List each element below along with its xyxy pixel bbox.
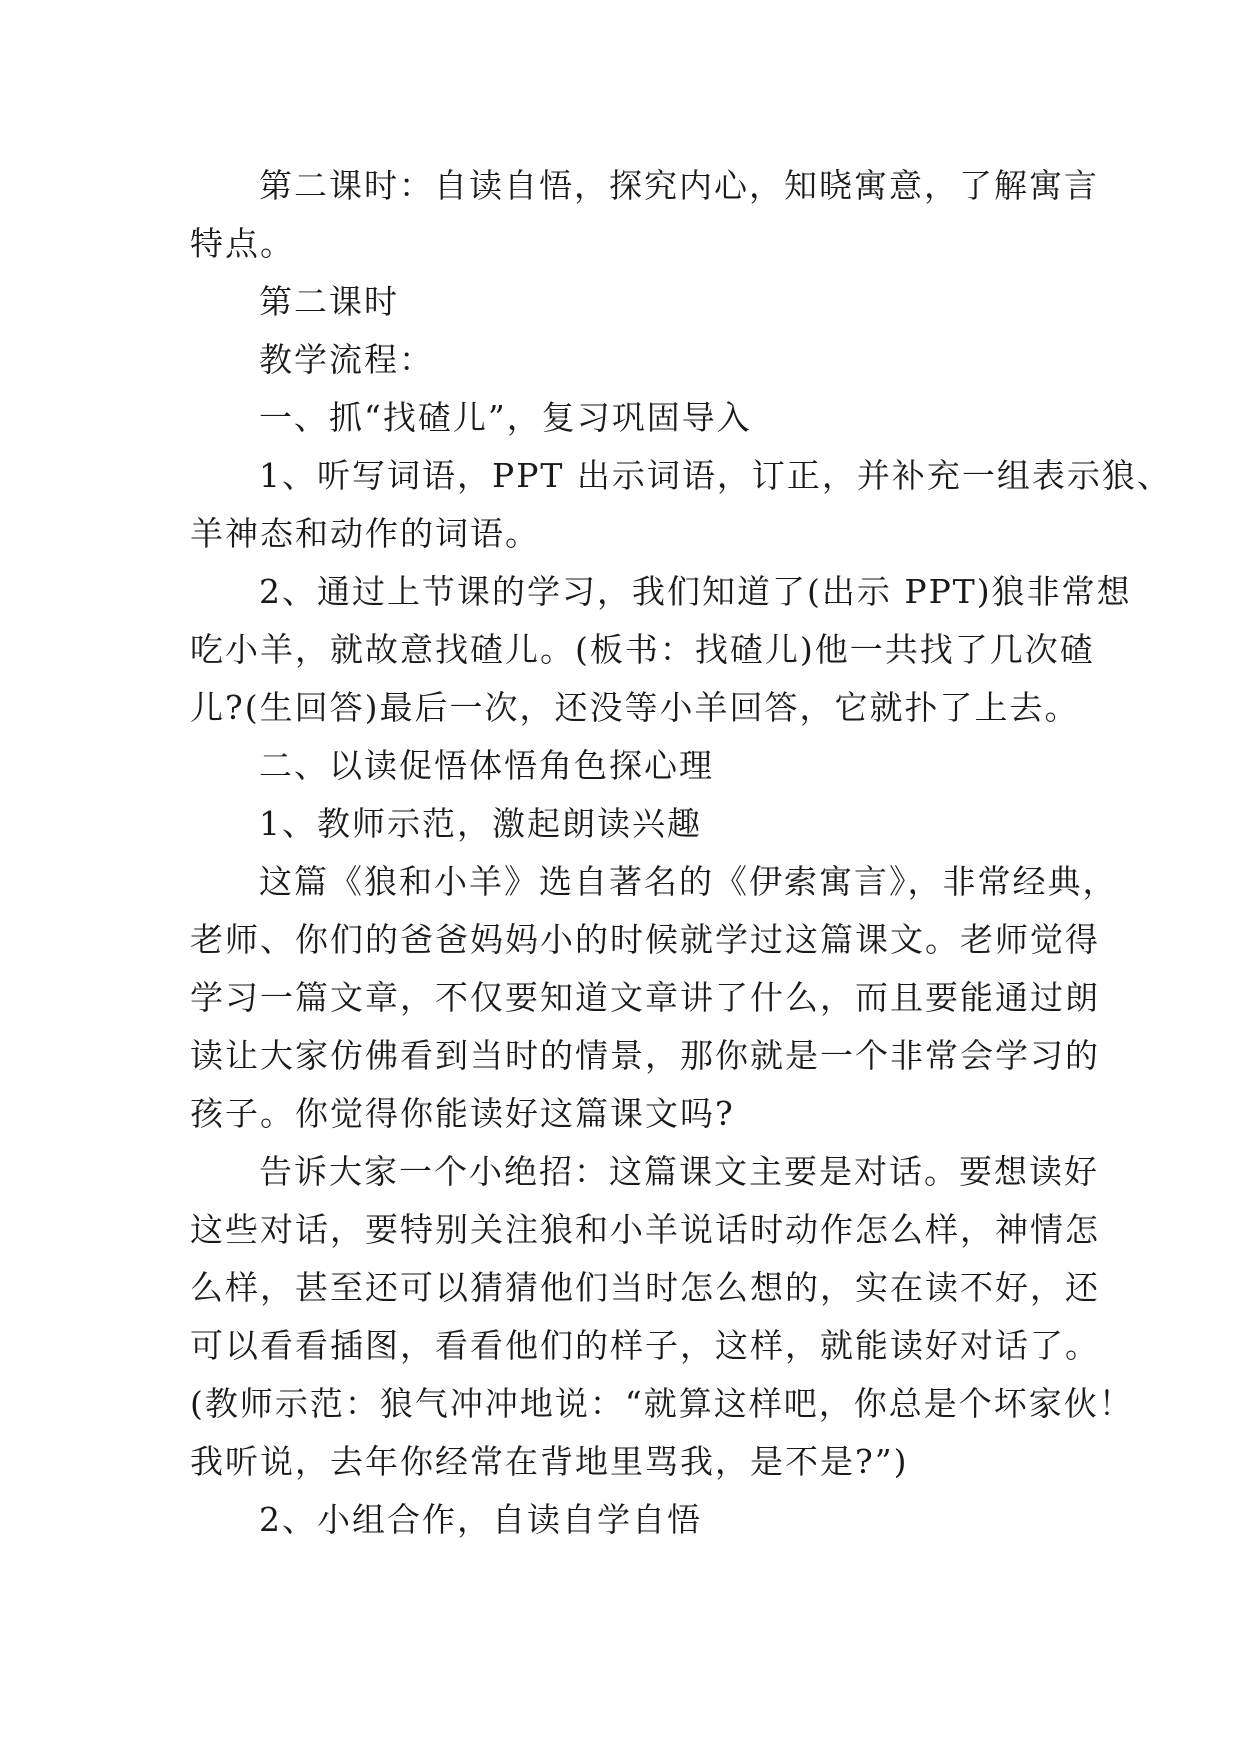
text-line: 孩子。你觉得你能读好这篇课文吗? <box>190 1094 735 1133</box>
text-line: 我听说，去年你经常在背地里骂我，是不是?”) <box>190 1442 909 1481</box>
text-line: 1、听写词语，PPT 出示词语，订正，并补充一组表示狼、 <box>259 456 1172 495</box>
section-heading: 二、以读促悟体悟角色探心理 <box>259 746 714 785</box>
text-line: 1、教师示范，激起朗读兴趣 <box>259 804 702 843</box>
section-heading: 教学流程： <box>259 340 434 379</box>
text-line: 么样，甚至还可以猜猜他们当时怎么想的，实在读不好，还 <box>190 1268 1100 1307</box>
text-line: 老师、你们的爸爸妈妈小的时候就学过这篇课文。老师觉得 <box>190 920 1100 959</box>
text-line: 读让大家仿佛看到当时的情景，那你就是一个非常会学习的 <box>190 1036 1100 1075</box>
section-heading: 一、抓“找碴儿”，复习巩固导入 <box>259 398 752 437</box>
text-line: 第二课时：自读自悟，探究内心，知晓寓意，了解寓言 <box>259 166 1099 205</box>
text-line: 吃小羊，就故意找碴儿。(板书：找碴儿)他一共找了几次碴 <box>190 630 1095 669</box>
text-line: 可以看看插图，看看他们的样子，这样，就能读好对话了。 <box>190 1326 1100 1365</box>
text-line: 2、小组合作，自读自学自悟 <box>259 1500 702 1539</box>
text-line: 告诉大家一个小绝招：这篇课文主要是对话。要想读好 <box>259 1152 1099 1191</box>
text-line: (教师示范：狼气冲冲地说：“就算这样吧，你总是个坏家伙！ <box>190 1384 1134 1423</box>
text-line: 这些对话，要特别关注狼和小羊说话时动作怎么样，神情怎 <box>190 1210 1100 1249</box>
text-line: 学习一篇文章，不仅要知道文章讲了什么，而且要能通过朗 <box>190 978 1100 1017</box>
text-line: 2、通过上节课的学习，我们知道了(出示 PPT)狼非常想 <box>259 572 1132 611</box>
text-line: 特点。 <box>190 224 295 263</box>
text-line: 儿?(生回答)最后一次，还没等小羊回答，它就扑了上去。 <box>190 688 1080 727</box>
text-line: 这篇《狼和小羊》选自著名的《伊索寓言》，非常经典， <box>259 862 1118 901</box>
section-heading: 第二课时 <box>259 282 399 321</box>
text-line: 羊神态和动作的词语。 <box>190 514 540 553</box>
